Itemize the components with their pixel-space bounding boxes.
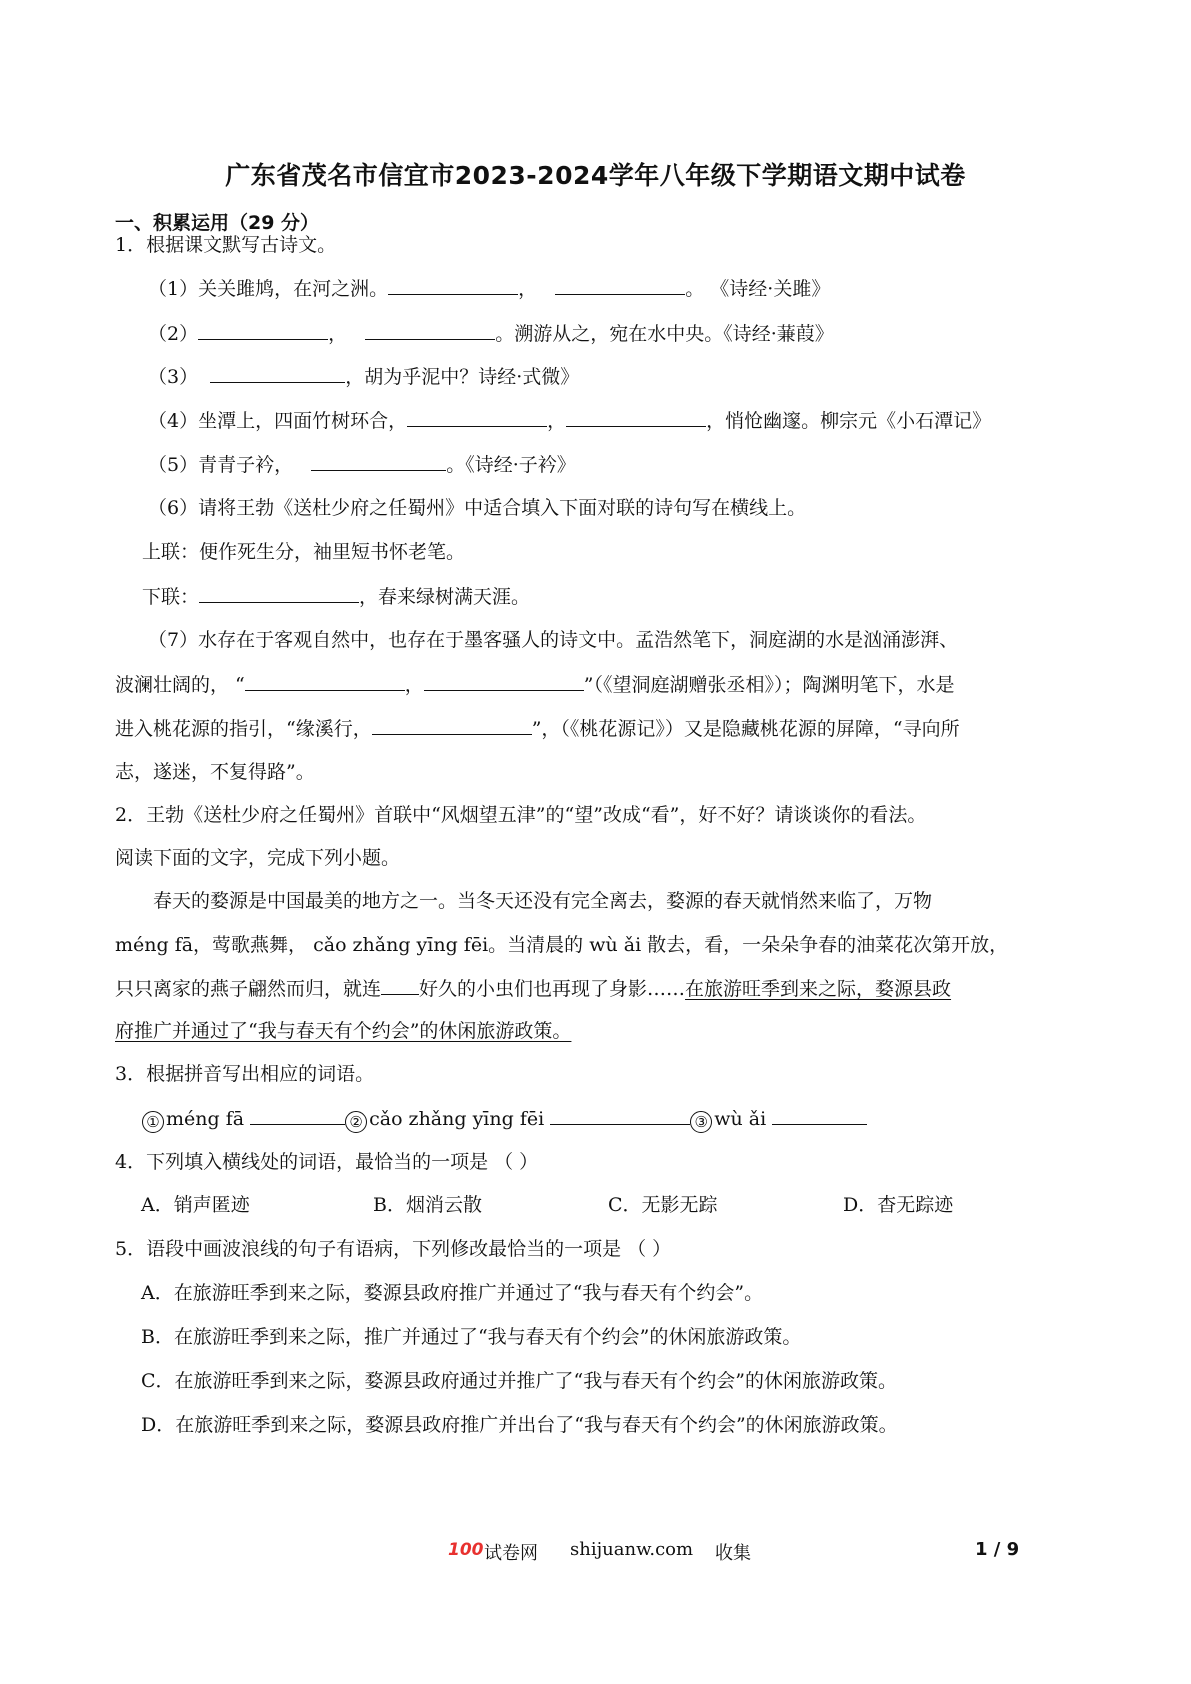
section-heading: 一、积累运用（29 分）	[115, 212, 320, 234]
passage-line2: méng fā，莺歌燕舞， cǎo zhǎng yīng fēi。当清晨的 wù ǎi 散去，看，一朵朵争春的油菜花次第开放，	[115, 934, 1009, 956]
answer-blank[interactable]	[566, 406, 706, 427]
underlined-sentence: 在旅游旺季到来之际，婺源县政	[685, 978, 952, 1000]
option-d[interactable]: D．在旅游旺季到来之际，婺源县政府推广并出台了“我与春天有个约会”的休闲旅游政策。	[141, 1414, 898, 1436]
answer-blank[interactable]	[388, 274, 518, 295]
option-b[interactable]: B．烟消云散	[373, 1194, 482, 1216]
couplet-upper: 上联：便作死生分，袖里短书怀老笔。	[142, 541, 466, 563]
q1-sub7-line2: 波澜壮阔的， “ ， ”（《望洞庭湖赠张丞相》）；陶渊明笔下，水是	[115, 670, 955, 699]
answer-blank[interactable]	[381, 974, 419, 995]
site-logo: 100	[448, 1540, 484, 1560]
passage-line4: 府推广并通过了“我与春天有个约会”的休闲旅游政策。	[115, 1020, 572, 1042]
option-a[interactable]: A．在旅游旺季到来之际，婺源县政府推广并通过了“我与春天有个约会”。	[141, 1282, 764, 1304]
q4-stem: 4．下列填入横线处的词语，最恰当的一项是 （ ）	[115, 1151, 539, 1173]
answer-blank[interactable]	[424, 670, 584, 691]
q1-stem: 1．根据课文默写古诗文。	[115, 234, 337, 256]
collect-label: 收集	[715, 1543, 751, 1564]
passage-line3: 只只离家的燕子翩然而归，就连 好久的小虫们也再现了身影……在旅游旺季到来之际，婺源县政	[115, 974, 951, 1003]
page-number: 1 / 9	[975, 1539, 1020, 1560]
circled-number: ②	[345, 1111, 367, 1133]
q1-sub2: （2） ， 。溯游从之，宛在水中央。《诗经·蒹葭》	[148, 319, 834, 348]
page-title: 广东省茂名市信宜市2023-2024学年八年级下学期语文期中试卷	[225, 161, 966, 190]
option-c[interactable]: C．无影无踪	[608, 1194, 718, 1216]
answer-blank[interactable]	[199, 582, 359, 603]
answer-blank[interactable]	[198, 319, 328, 340]
q1-sub6: （6）请将王勃《送杜少府之任蜀州》中适合填入下面对联的诗句写在横线上。	[148, 497, 807, 519]
q1-sub7-line1: （7）水存在于客观自然中，也存在于墨客骚人的诗文中。孟浩然笔下，洞庭湖的水是汹涌澎湃、	[148, 629, 959, 651]
passage-line1: 春天的婺源是中国最美的地方之一。当冬天还没有完全离去，婺源的春天就悄然来临了，万物	[153, 890, 933, 912]
option-c[interactable]: C．在旅游旺季到来之际，婺源县政府通过并推广了“我与春天有个约会”的休闲旅游政策。	[141, 1370, 897, 1392]
answer-blank[interactable]	[407, 406, 547, 427]
answer-blank[interactable]	[250, 1104, 345, 1125]
answer-blank[interactable]	[772, 1104, 867, 1125]
q1-sub1: （1）关关雎鸠，在河之洲。 ， 。 《诗经·关雎》	[148, 274, 830, 303]
q1-sub7-line3: 进入桃花源的指引，“缘溪行， ”，（《桃花源记》）又是隐藏桃花源的屏障，“寻向所	[115, 714, 960, 743]
q1-sub4: （4）坐潭上，四面竹树环合， ， ，悄怆幽邃。柳宗元《小石潭记》	[148, 406, 991, 435]
answer-blank[interactable]	[311, 450, 446, 471]
option-b[interactable]: B．在旅游旺季到来之际，推广并通过了“我与春天有个约会”的休闲旅游政策。	[141, 1326, 802, 1348]
q1-sub7-line4: 志，遂迷，不复得路”。	[115, 761, 315, 783]
answer-blank[interactable]	[210, 362, 345, 383]
option-a[interactable]: A．销声匿迹	[141, 1194, 250, 1216]
q3-pinyin-row: ① méng fā ② cǎo zhǎng yīng fēi ③ wù ǎi	[142, 1104, 867, 1133]
q5-stem: 5．语段中画波浪线的句子有语病，下列修改最恰当的一项是 （ ）	[115, 1238, 672, 1260]
site-url[interactable]: shijuanw.com	[570, 1539, 694, 1560]
option-d[interactable]: D．杳无踪迹	[843, 1194, 954, 1216]
reading-intro: 阅读下面的文字，完成下列小题。	[115, 847, 401, 869]
q1-sub5: （5）青青子衿， 。《诗经·子衿》	[148, 450, 576, 479]
page-footer	[0, 1539, 1191, 1569]
circled-number: ①	[142, 1111, 164, 1133]
q1-sub3: （3） ，胡为乎泥中？诗经·式微》	[148, 362, 579, 391]
answer-blank[interactable]	[365, 319, 495, 340]
answer-blank[interactable]	[245, 670, 405, 691]
circled-number: ③	[690, 1111, 712, 1133]
q2-stem: 2．王勃《送杜少府之任蜀州》首联中“风烟望五津”的“望”改成“看”，好不好？请谈谈你的看法。	[115, 804, 927, 826]
site-name: 试卷网	[484, 1543, 538, 1564]
q3-stem: 3．根据拼音写出相应的词语。	[115, 1063, 375, 1085]
couplet-lower: 下联： ，春来绿树满天涯。	[142, 582, 530, 611]
answer-blank[interactable]	[555, 274, 685, 295]
answer-blank[interactable]	[372, 714, 532, 735]
answer-blank[interactable]	[550, 1104, 690, 1125]
